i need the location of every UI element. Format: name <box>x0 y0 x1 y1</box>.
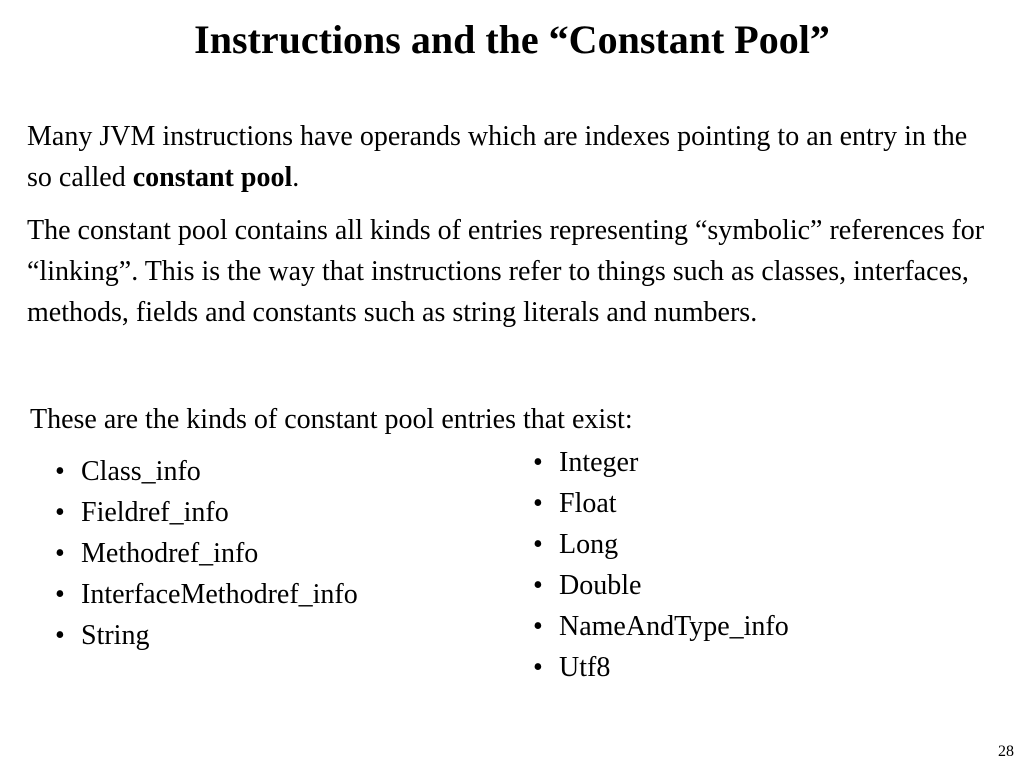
paragraph-constant-pool-intro <box>27 116 987 198</box>
list-item-label: Float <box>559 488 617 519</box>
page-number: 28 <box>998 743 1014 760</box>
paragraph-period: . <box>292 162 300 193</box>
list-item <box>533 442 789 483</box>
list-item-label: Methodref_info <box>81 538 259 569</box>
bullet-icon: • <box>533 570 543 601</box>
bullet-icon: • <box>533 488 543 519</box>
entry-kinds-list-right <box>533 442 789 688</box>
bullet-icon: • <box>55 497 65 528</box>
list-item-label: Long <box>559 529 619 560</box>
list-item-label: InterfaceMethodref_info <box>81 579 358 610</box>
list-item-label: NameAndType_info <box>559 611 789 642</box>
bullet-icon: • <box>55 456 65 487</box>
list-item <box>55 492 358 533</box>
entry-kinds-list-left <box>55 451 358 656</box>
list-item-label: Class_info <box>81 456 201 487</box>
list-item <box>533 606 789 647</box>
bullet-icon: • <box>533 652 543 683</box>
bullet-icon: • <box>533 447 543 478</box>
list-item-label: String <box>81 620 150 651</box>
list-item <box>533 565 789 606</box>
list-item-label: Utf8 <box>559 652 611 683</box>
list-item <box>55 574 358 615</box>
paragraph-constant-pool-contents: The constant pool contains all kinds of entries representing “symbolic” references for “linking”. This is the way that instructions refer to things such as classes, interfaces, methods, fields and constants such as string literals and numbers. <box>27 215 985 328</box>
bullet-icon: • <box>55 538 65 569</box>
list-item <box>533 483 789 524</box>
bullet-icon: • <box>55 620 65 651</box>
list-item <box>55 533 358 574</box>
list-item <box>533 524 789 565</box>
list-item <box>55 615 358 656</box>
list-item-label: Integer <box>559 447 639 478</box>
slide-title: Instructions and the “Constant Pool” <box>194 17 830 62</box>
list-item <box>533 647 789 688</box>
paragraph-text: Many JVM instructions have operands which are indexes pointing to an entry in the so called <box>27 121 968 193</box>
bullet-icon: • <box>533 611 543 642</box>
list-item-label: Fieldref_info <box>81 497 229 528</box>
bold-term-constant-pool: constant pool <box>132 162 293 193</box>
entries-intro-text: These are the kinds of constant pool entries that exist: <box>30 404 633 435</box>
bullet-icon: • <box>55 579 65 610</box>
bullet-icon: • <box>533 529 543 560</box>
list-item <box>55 451 358 492</box>
list-item-label: Double <box>559 570 642 601</box>
